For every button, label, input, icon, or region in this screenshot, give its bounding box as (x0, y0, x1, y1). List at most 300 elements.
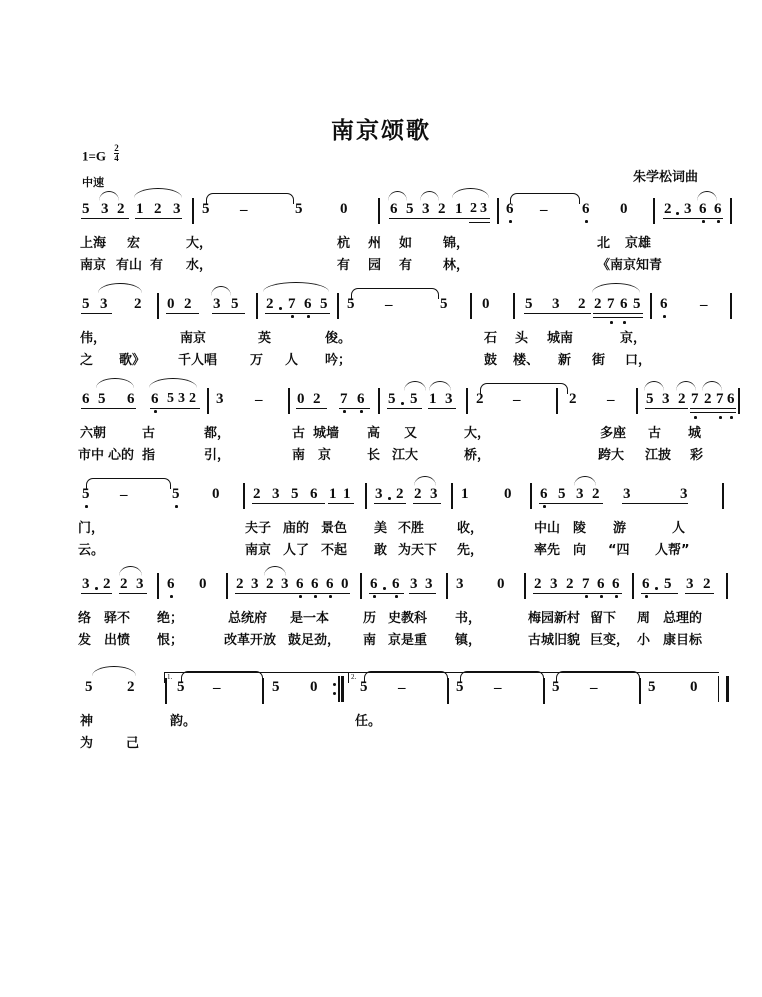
beam (409, 593, 436, 594)
page-title: 南京颂歌 (331, 118, 431, 144)
octave-dot-low (170, 595, 173, 598)
lyric: 城墙 (313, 426, 340, 441)
note: 0 (199, 576, 207, 592)
note: 1 (429, 391, 437, 407)
note: 3 (686, 576, 694, 592)
beam (235, 593, 350, 594)
note: 6 (642, 576, 650, 592)
octave-dot-low (694, 416, 697, 419)
note: 3 (576, 486, 584, 502)
augmentation-dot (676, 212, 679, 215)
note: 2 (438, 201, 446, 217)
note: 6 (370, 576, 378, 592)
slur (92, 666, 136, 676)
lyric: 又 (404, 426, 418, 441)
note: 5 (406, 201, 414, 217)
tie-bracket (556, 671, 640, 682)
lyric: 周 (637, 611, 651, 626)
barline (726, 573, 728, 599)
lyric: 锦， (443, 236, 470, 251)
note: 2 (184, 296, 192, 312)
octave-dot-low (702, 220, 705, 223)
note: 6 (727, 391, 735, 407)
lyric: 韵。 (170, 714, 197, 729)
beam (469, 222, 490, 223)
beam (524, 313, 591, 314)
duration-dash: – (590, 680, 598, 696)
lyric: 南京 (80, 258, 107, 273)
barline (636, 388, 638, 414)
barline (513, 293, 515, 319)
lyrics-verse-2-row-6 (0, 732, 762, 754)
note: 3 (216, 391, 224, 407)
note: 0 (167, 296, 175, 312)
note: 2 (678, 391, 686, 407)
octave-dot-low (719, 416, 722, 419)
octave-dot-low (373, 595, 376, 598)
note: 6 (597, 576, 605, 592)
beam (212, 313, 245, 314)
lyric: 口， (625, 353, 652, 368)
lyric: 歌》 (119, 353, 146, 368)
note: 2 (566, 576, 574, 592)
slur (452, 188, 489, 198)
lyric: 林， (443, 258, 470, 273)
lyric: 水， (186, 258, 213, 273)
barline (722, 483, 724, 509)
staff-system-1 (0, 196, 762, 292)
lyric: 北 (597, 236, 611, 251)
lyric: 恨； (157, 633, 184, 648)
beam (81, 593, 112, 594)
lyrics-verse-1-row-1 (0, 232, 762, 254)
lyric: 桥， (464, 448, 491, 463)
lyric: 络 (78, 611, 92, 626)
note: 2 (592, 486, 600, 502)
octave-dot-low (585, 220, 588, 223)
barline (730, 198, 732, 224)
octave-dot-low (307, 315, 310, 318)
note: 5 (552, 679, 560, 695)
beam (166, 313, 199, 314)
barline (451, 483, 453, 509)
lyric: 敢 (374, 543, 388, 558)
note: 5 (388, 391, 396, 407)
lyric: 收， (457, 521, 484, 536)
lyric: 宏 (127, 236, 141, 251)
duration-dash: – (494, 680, 502, 696)
barline (157, 573, 159, 599)
barline (530, 483, 532, 509)
beam (265, 313, 330, 314)
note: 2 (134, 296, 142, 312)
note: 5 (646, 391, 654, 407)
augmentation-dot (388, 497, 391, 500)
octave-dot-low (615, 595, 618, 598)
lyric: 率先 (534, 543, 561, 558)
time-signature (114, 144, 119, 163)
barline (288, 388, 290, 414)
beam (389, 218, 490, 219)
lyric: 人帮” (655, 543, 690, 558)
lyric: 云。 (78, 543, 105, 558)
note: 6 (714, 201, 722, 217)
beam (369, 593, 404, 594)
lyric: 庙的 (283, 521, 310, 536)
beam (135, 218, 182, 219)
note: 5 (291, 486, 299, 502)
lyric: 神 (80, 714, 94, 729)
beam (533, 593, 622, 594)
lyric: 杭 (337, 236, 351, 251)
barline (192, 198, 194, 224)
notation-row-2 (0, 291, 762, 325)
lyric: 出愤 (104, 633, 131, 648)
octave-dot-low (509, 220, 512, 223)
lyric: 头 (515, 331, 529, 346)
note: 0 (341, 576, 349, 592)
octave-dot-low (329, 595, 332, 598)
tie-bracket (480, 383, 568, 394)
note: 3 (136, 576, 144, 592)
barline (632, 573, 634, 599)
lyric: 历 (363, 611, 377, 626)
lyric: 《南京知青 (597, 258, 663, 273)
note: 7 (716, 391, 724, 407)
note: 5 (347, 296, 355, 312)
barline (378, 198, 380, 224)
octave-dot-low (610, 321, 613, 324)
tie-bracket (351, 288, 439, 299)
note: 6 (82, 391, 90, 407)
barline (256, 293, 258, 319)
lyric: 引， (204, 448, 231, 463)
lyric: 总理的 (663, 611, 703, 626)
lyric: 千人唱 (178, 353, 218, 368)
barline (738, 388, 740, 414)
beam (593, 317, 643, 318)
barline (653, 198, 655, 224)
duration-dash: – (213, 680, 221, 696)
lyric: 人了 (283, 543, 310, 558)
lyric: 市中 (78, 448, 105, 463)
lyric: 多座 (600, 426, 627, 441)
lyric: 彩 (690, 448, 704, 463)
lyric: 大， (186, 236, 213, 251)
key-signature (82, 143, 119, 167)
lyric: 六朝 (80, 426, 107, 441)
lyric: 中山 (534, 521, 561, 536)
lyric: 先， (457, 543, 484, 558)
beam (690, 408, 736, 409)
barline (650, 293, 652, 319)
lyric: 书， (455, 611, 482, 626)
lyric: 有 (399, 258, 413, 273)
notation-row-5 (0, 571, 762, 605)
note: 3 (272, 486, 280, 502)
lyric: 高 (367, 426, 381, 441)
lyric: 南京 (245, 543, 272, 558)
lyric: 楼、 (513, 353, 540, 368)
lyrics-verse-1-row-3 (0, 422, 762, 444)
lyric: 京 (318, 448, 332, 463)
note: 3 (552, 296, 560, 312)
note: 2 (470, 201, 477, 216)
lyrics-verse-2-row-2 (0, 349, 762, 371)
note: 6 (390, 201, 398, 217)
barline (466, 388, 468, 414)
note: 1 (461, 486, 469, 502)
lyric: 留下 (590, 611, 617, 626)
note: 0 (690, 679, 698, 695)
note: 5 (664, 576, 672, 592)
lyric: 上海 (80, 236, 107, 251)
lyric: 不起 (321, 543, 348, 558)
note: 6 (660, 296, 668, 312)
octave-dot-low (360, 410, 363, 413)
lyric: 巨变， (590, 633, 630, 648)
note: 0 (504, 486, 512, 502)
note: 5 (82, 296, 90, 312)
note: 6 (127, 391, 135, 407)
note: 2 (704, 391, 712, 407)
note: 3 (213, 296, 221, 312)
lyric: 南京 (180, 331, 207, 346)
note: 2 (476, 391, 484, 407)
tie-bracket (206, 193, 294, 204)
octave-dot-low (85, 505, 88, 508)
lyric: 发 (78, 633, 92, 648)
beam (539, 503, 603, 504)
lyric: 街 (592, 353, 606, 368)
note: 3 (430, 486, 438, 502)
note: 6 (357, 391, 365, 407)
note: 2 (253, 486, 261, 502)
lyric: 古城旧貌 (528, 633, 581, 648)
note: 6 (296, 576, 304, 592)
barline (360, 573, 362, 599)
notation-row-4 (0, 481, 762, 515)
note: 1 (329, 486, 337, 502)
note: 3 (281, 576, 289, 592)
beam (593, 313, 643, 314)
lyrics-verse-1-row-6 (0, 710, 762, 732)
octave-dot-low (395, 595, 398, 598)
note: 6 (326, 576, 334, 592)
lyric: 园 (368, 258, 382, 273)
augmentation-dot (655, 587, 658, 590)
lyric: 大， (464, 426, 491, 441)
note: 5 (320, 296, 328, 312)
lyric: 总统府 (228, 611, 268, 626)
note: 5 (410, 391, 418, 407)
barline (262, 678, 264, 704)
lyric: 如 (399, 236, 413, 251)
lyric: 万 (250, 353, 264, 368)
note: 2 (569, 391, 577, 407)
beam (81, 408, 136, 409)
time-signature-numerator: 2 (114, 143, 119, 153)
barline (730, 293, 732, 319)
augmentation-dot (383, 587, 386, 590)
lyric: 指 (142, 448, 156, 463)
octave-dot-low (291, 315, 294, 318)
tie-bracket (510, 193, 580, 204)
note: 7 (340, 391, 348, 407)
note: 0 (212, 486, 220, 502)
note: 7 (607, 296, 615, 312)
final-double-barline (718, 676, 729, 702)
beam (119, 593, 147, 594)
note: 3 (662, 391, 670, 407)
note: 5 (231, 296, 239, 312)
duration-dash: – (398, 680, 406, 696)
lyric: 陵 (573, 521, 587, 536)
barline (470, 293, 472, 319)
note: 0 (482, 296, 490, 312)
lyric: 石 (484, 331, 498, 346)
lyrics-verse-1-row-4 (0, 517, 762, 539)
octave-dot-low (154, 410, 157, 413)
slur (388, 191, 407, 201)
octave-dot-low (343, 410, 346, 413)
note: 5 (525, 296, 533, 312)
note: 2 (236, 576, 244, 592)
slur (420, 191, 439, 201)
beam (428, 408, 456, 409)
note: 0 (620, 201, 628, 217)
duration-dash: – (240, 202, 248, 218)
barline (497, 198, 499, 224)
note: 2 (103, 576, 111, 592)
lyric: 景色 (321, 521, 348, 536)
lyric: 南 (292, 448, 306, 463)
note: 3 (623, 486, 631, 502)
lyric: 古 (142, 426, 156, 441)
note: 3 (445, 391, 453, 407)
note: 6 (582, 201, 590, 217)
note: 6 (304, 296, 312, 312)
notation-row-1 (0, 196, 762, 230)
lyric: 小 (637, 633, 651, 648)
barline (543, 678, 545, 704)
lyrics-verse-2-row-3 (0, 444, 762, 466)
lyric: “四 (608, 543, 630, 558)
octave-dot-low (543, 505, 546, 508)
lyric: 俊。 (325, 331, 352, 346)
beam (641, 593, 678, 594)
note: 5 (440, 296, 448, 312)
octave-dot-low (175, 505, 178, 508)
lyric: 南 (363, 633, 377, 648)
note: 0 (340, 201, 348, 217)
beam (690, 412, 736, 413)
lyric: 城 (688, 426, 702, 441)
lyric: 史教科 (388, 611, 428, 626)
barline (207, 388, 209, 414)
octave-dot-low (600, 595, 603, 598)
note: 2 (154, 201, 162, 217)
lyric: 有 (337, 258, 351, 273)
lyric: 是一本 (290, 611, 330, 626)
tie-bracket (181, 671, 263, 682)
lyric: 改革开放 (224, 633, 277, 648)
lyric: 京， (620, 331, 647, 346)
duration-dash: – (385, 297, 393, 313)
note: 1 (343, 486, 351, 502)
lyric: 吟； (325, 353, 352, 368)
note: 3 (251, 576, 259, 592)
beam (685, 593, 714, 594)
note: 5 (558, 486, 566, 502)
beam (339, 408, 370, 409)
note: 2 (578, 296, 586, 312)
beam (81, 218, 129, 219)
note: 7 (691, 391, 699, 407)
lyric: 有山 (116, 258, 143, 273)
lyric: 京雄 (625, 236, 652, 251)
note: 5 (360, 679, 368, 695)
lyric: 鼓 (484, 353, 498, 368)
barline (524, 573, 526, 599)
composer-credit: 朱学松词曲 (632, 170, 698, 185)
lyric: 为天下 (398, 543, 438, 558)
augmentation-dot (95, 587, 98, 590)
note: 2 (594, 296, 602, 312)
note: 2 (120, 576, 128, 592)
octave-dot-low (645, 595, 648, 598)
beam (374, 503, 406, 504)
lyric: 江披 (645, 448, 672, 463)
lyric: 康目标 (663, 633, 703, 648)
note: 2 (313, 391, 321, 407)
tempo-marking: 中速 (82, 176, 104, 189)
beam (81, 313, 112, 314)
tie-bracket (460, 671, 544, 682)
duration-dash: – (120, 487, 128, 503)
barline (446, 573, 448, 599)
note: 6 (310, 486, 318, 502)
note: 6 (540, 486, 548, 502)
beam (387, 408, 422, 409)
barline (226, 573, 228, 599)
note: 3 (375, 486, 383, 502)
note: 2 (534, 576, 542, 592)
octave-dot-low (585, 595, 588, 598)
note: 2 (117, 201, 125, 217)
note: 3 (425, 576, 433, 592)
lyric: 鼓足劲， (288, 633, 341, 648)
beam (413, 503, 441, 504)
barline (378, 388, 380, 414)
notation-row-3 (0, 386, 762, 420)
duration-dash: – (540, 202, 548, 218)
barline (157, 293, 159, 319)
note: 5 (85, 679, 93, 695)
lyric: 有 (150, 258, 164, 273)
slur (134, 188, 182, 198)
tie-bracket (364, 671, 448, 682)
lyrics-verse-2-row-5 (0, 629, 762, 651)
duration-dash: – (700, 297, 708, 313)
lyric: 都， (204, 426, 231, 441)
beam (622, 503, 688, 504)
note: 5 (202, 201, 210, 217)
note: 5 (98, 391, 106, 407)
note: 3 (178, 391, 185, 406)
lyric: 京是重 (388, 633, 428, 648)
lyric: 任。 (355, 714, 382, 729)
